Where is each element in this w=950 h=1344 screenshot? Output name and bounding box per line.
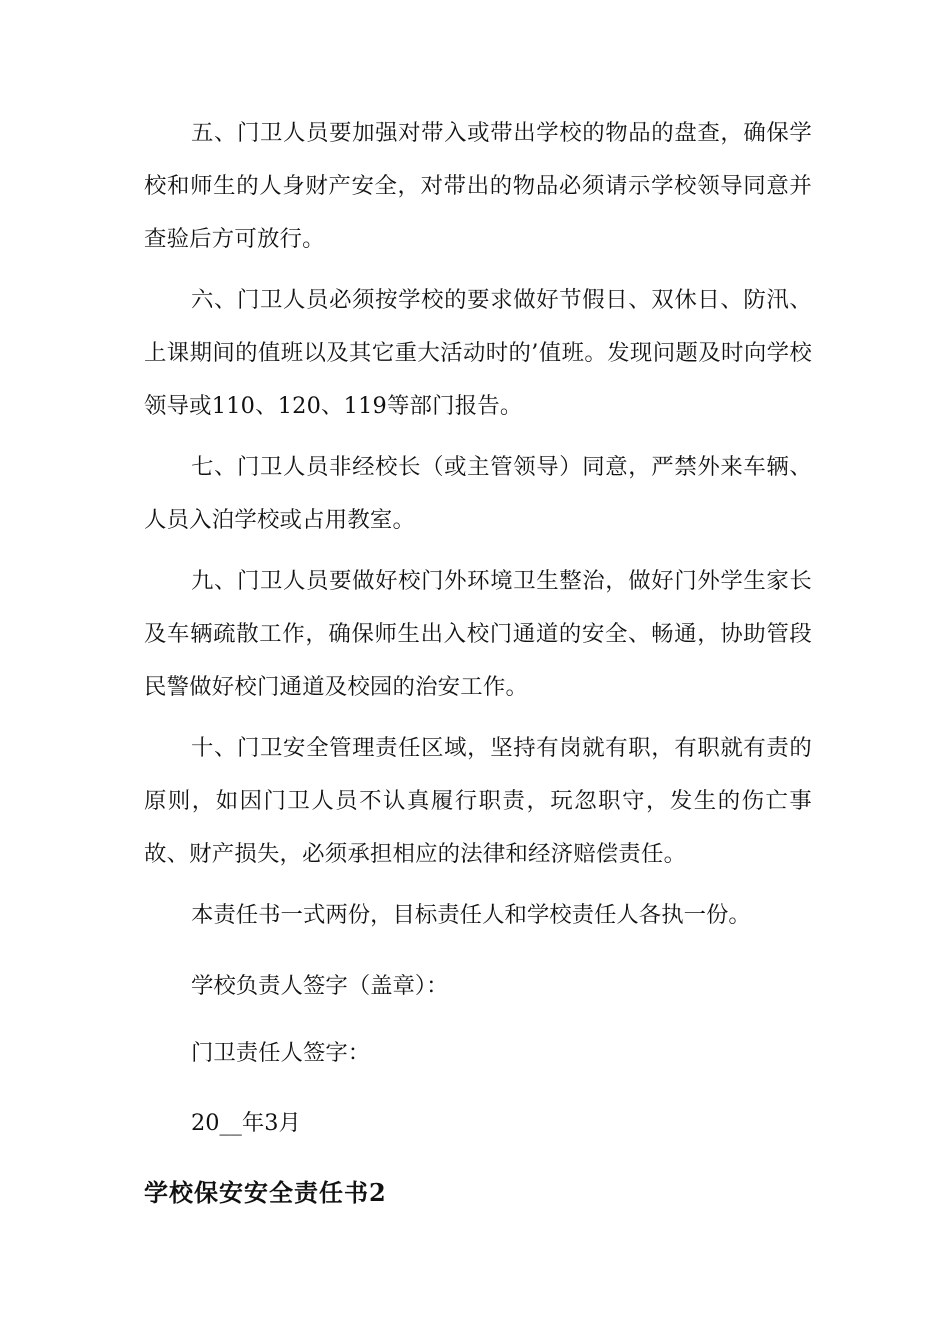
paragraph-item-10: 十、门卫安全管理责任区域，坚持有岗就有职，有职就有责的原则，如因门卫人员不认真履行职责，玩忽职守，发生的伤亡事故、财产损失，必须承担相应的法律和经济赔偿责任。: [144, 735, 812, 867]
closing-statement: 本责任书一式两份，目标责任人和学校责任人各执一份。: [191, 902, 751, 928]
paragraph-item-5: 五、门卫人员要加强对带入或带出学校的物品的盘查，确保学校和师生的人身财产安全，对带出的物品必须请示学校领导同意并查验后方可放行。: [144, 120, 812, 252]
guard-signature-label: 门卫责任人签字：: [191, 1040, 371, 1066]
paragraph-item-9: 九、门卫人员要做好校门外环境卫生整治，做好门外学生家长及车辆疏散工作，确保师生出入校门通道的安全、畅通，协助管段民警做好校门通道及校园的治安工作。: [144, 568, 812, 700]
school-signature-label: 学校负责人签字（盖章）：: [191, 973, 449, 999]
document-date: 20__年3月: [191, 1110, 301, 1136]
section-heading: 学校保安安全责任书2: [144, 1178, 387, 1207]
paragraph-item-6: 六、门卫人员必须按学校的要求做好节假日、双休日、防汛、上课期间的值班以及其它重大活动时的’值班。发现问题及时向学校领导或110、120、119等部门报告。: [144, 287, 812, 419]
paragraph-item-7: 七、门卫人员非经校长（或主管领导）同意，严禁外来车辆、人员入泊学校或占用教室。: [144, 454, 812, 533]
